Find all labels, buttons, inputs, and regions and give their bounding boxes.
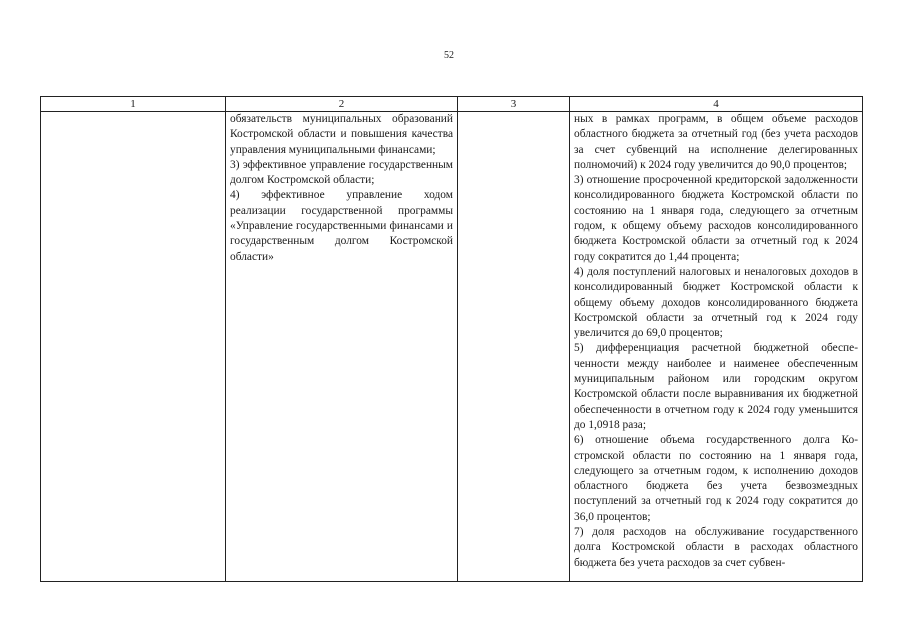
cell-col3 <box>458 112 570 582</box>
col4-paragraph: 6) отношение объема государственного долга Костромской области по состоянию на 1 января года, следующего за отчетным годом, к исполнению доходов областного бюджета без учета безвозмездных поступлений за отчетный год к 2024 году сократится до 36,0 процентов; <box>574 434 858 523</box>
col2-paragraph: 4) эффективное управление ходом реализации государственной программы «Управление государственными финансами и государственным долгом Костромской области» <box>230 189 453 263</box>
cell-col4 <box>570 112 863 582</box>
col4-paragraph: 7) доля расходов на обслуживание государственного долга Костромской области в расходах областного бюджета без учета расходов за счет субвен- <box>574 526 858 569</box>
col4-paragraph: 3) отношение просроченной кредиторской задолженности консолидированного бюджета Костромской области по состоянию на 1 января года, следующего за отчетным годом, к общему объему расходов консолидированного бюджета Костромской области за отчетный год к 2024 году сократится до 1,44 процента; <box>574 174 858 263</box>
cell-col1 <box>41 112 226 582</box>
page-number: 52 <box>444 50 454 61</box>
col4-paragraph: 4) доля поступлений налоговых и неналоговых доходов в консолидированный бюджет Костромской области к общему объему доходов консолидированного бюджета Костромской области за отчетный год к 2024 году увеличится до 69,0 процентов; <box>574 265 858 340</box>
table-row <box>41 112 863 582</box>
table-header-row <box>41 97 863 112</box>
column-header-2: 2 <box>226 97 458 112</box>
column-header-1: 1 <box>41 97 226 112</box>
document-table <box>40 96 863 582</box>
column-header-3: 3 <box>458 97 570 112</box>
cell-col2 <box>226 112 458 582</box>
col2-paragraph: обязательств муниципальных образований Костромской области и повышения качества управления муниципальными финансами; <box>230 113 453 156</box>
col4-paragraph: 5) дифференциация расчетной бюджетной обеспеченности между наиболее и наименее обеспеченным муниципальным районом или городским округом Костромской области после выравнивания их бюджетной обеспеченности в отчетном году к 2024 году уменьшится до 1,0918 раза; <box>574 342 858 431</box>
col4-paragraph: ных в рамках программ, в общем объеме расходов областного бюджета за отчетный год (без учета расходов за счет субвенций на исполнение делегированных полномочий) к 2024 году увеличится до 90,0 процентов; <box>574 113 858 171</box>
column-header-4: 4 <box>570 97 863 112</box>
col2-paragraph: 3) эффективное управление государственным долгом Костромской области; <box>230 158 453 187</box>
